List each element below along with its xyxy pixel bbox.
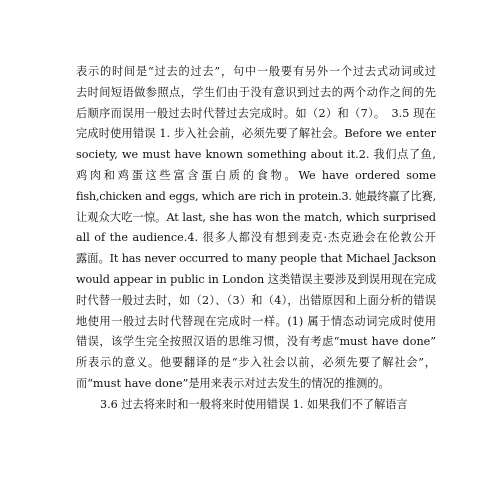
text-line: 去时间短语做参照点，学生们由于没有意识到过去的两个动作之间的先	[76, 85, 436, 99]
text-line: fish,chicken and eggs, which are rich in protein.3. 她最终赢了比赛,	[76, 189, 436, 203]
text-line: 表示的时间是“过去的过去”，句中一般要有另外一个过去式动词或过	[76, 65, 436, 78]
text-line: 地使用一般过去时代替现在完成时一样。(1) 属于情态动词完成时使用	[76, 314, 436, 328]
text-line: society, we must have known something about it.2. 我们点了鱼,	[76, 148, 436, 162]
text-line: 鸡肉和鸡蛋这些富含蛋白质的食物。We have ordered some	[76, 168, 436, 182]
text-line: would appear in public in London 这类错误主要涉及到误用现在完成	[76, 272, 436, 286]
text-line: 而“must have done”是用来表示对过去发生的情况的推测的。	[76, 376, 390, 390]
text-line: 完成时使用错误 1. 步入社会前，必须先要了解社会。Before we enter	[76, 127, 436, 141]
text-line: 后顺序而误用一般过去时代替过去完成时。如（2）和（7）。 3.5 现在	[76, 106, 436, 120]
text-line: all of the audience.4. 很多人都没有想到麦克·杰克逊会在伦敦公开	[76, 231, 436, 245]
text-line: 错误，该学生完全按照汉语的思维习惯，没有考虑“must have done”	[76, 335, 436, 349]
text-line: 露面。It has never occurred to many people that Michael Jackson	[76, 252, 436, 266]
text-line: 让观众大吃一惊。At last, she has won the match, which surprised	[76, 210, 436, 224]
text-line: 时代替一般过去时，如（2）、（3）和（4），出错原因和上面分析的错误	[76, 293, 436, 307]
text-line: 3.6 过去将来时和一般将来时使用错误 1. 如果我们不了解语言	[100, 397, 408, 411]
body-text	[76, 62, 436, 416]
text-line: 所表示的意义。他要翻译的是“步入社会以前，必须先要了解社会”，	[76, 356, 436, 370]
